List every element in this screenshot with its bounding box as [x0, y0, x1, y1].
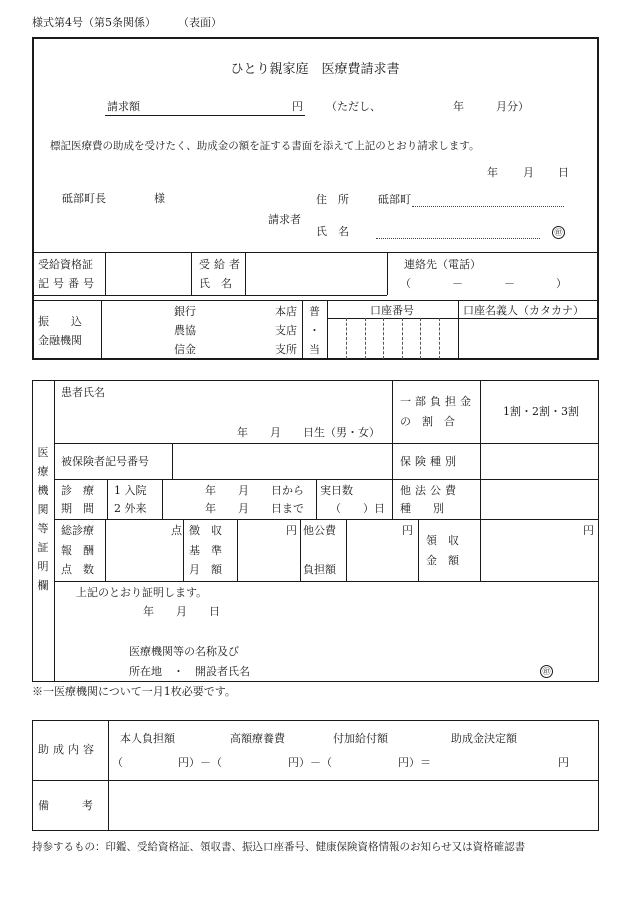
- account-type-current[interactable]: 当: [309, 343, 320, 356]
- divider: [101, 300, 102, 360]
- points-unit: 点: [171, 524, 182, 537]
- other-public-label-2: 種 別: [400, 502, 444, 515]
- decided-label: 助成金決定額: [451, 732, 517, 745]
- total-points-input[interactable]: [106, 539, 182, 579]
- divider: [32, 295, 387, 296]
- address-prefix: 砥部町: [378, 193, 411, 206]
- treatment-label-1: 診 療: [61, 484, 94, 497]
- divider: [327, 300, 328, 360]
- period-from: 年 月 日から: [205, 484, 304, 497]
- digit-divider: [365, 318, 366, 359]
- divider: [32, 300, 599, 301]
- burden-options[interactable]: 1割・2割・3割: [503, 405, 579, 418]
- name-input-line[interactable]: [376, 238, 540, 239]
- medical-side-label: 医 療 機 関 等 証 明 欄: [37, 446, 49, 592]
- other-public-input[interactable]: [481, 480, 598, 518]
- subsidy-label: 助成内容: [38, 743, 98, 756]
- remarks-input[interactable]: [109, 781, 598, 830]
- divider: [183, 519, 184, 581]
- divider: [191, 252, 192, 295]
- partial-burden-label-1: 一部負担金: [400, 395, 475, 408]
- bank-label-2: 金融機関: [38, 334, 82, 347]
- institution-label-2: 所在地 ・ 開設者氏名: [129, 665, 250, 678]
- insured-number-input[interactable]: [173, 444, 391, 478]
- digit-divider: [383, 318, 384, 359]
- collect-label-2: 基 準: [189, 544, 222, 557]
- period-to: 年 月 日まで: [205, 502, 304, 515]
- inpatient-option[interactable]: 1 入院: [114, 484, 147, 497]
- date-month: 月: [523, 166, 534, 179]
- note: ※一医療機関について一月1枚必要です。: [32, 685, 236, 698]
- account-holder-label: 口座名義人（カタカナ）: [463, 304, 584, 317]
- outpatient-option[interactable]: 2 外来: [114, 502, 147, 515]
- period-year: 年: [453, 100, 464, 113]
- account-type-ordinary[interactable]: 普: [309, 305, 320, 318]
- contact-input[interactable]: （ － － ）: [400, 277, 569, 290]
- digit-divider: [439, 318, 440, 359]
- cert-label-1: 受給資格証: [38, 258, 93, 271]
- footer-items: 持参するもの：印鑑、受給資格証、領収書、振込口座番号、健康保険資格情報のお知らせ又は資格確認書: [32, 841, 526, 853]
- remarks-label: 備 考: [38, 799, 93, 812]
- form-side: （表面）: [178, 16, 222, 29]
- branch-type-office[interactable]: 支所: [275, 343, 297, 356]
- insurance-type-label: 保険種別: [400, 455, 460, 468]
- contact-label: 連絡先（電話）: [404, 258, 481, 271]
- high-cost-label: 高額療養費: [230, 732, 285, 745]
- divider: [387, 252, 388, 295]
- institution-input[interactable]: [260, 655, 530, 679]
- collect-yen: 円: [286, 524, 297, 537]
- bank-type-bank[interactable]: 銀行: [174, 305, 196, 318]
- divider: [54, 519, 599, 520]
- divider: [162, 479, 163, 519]
- divider: [392, 479, 393, 519]
- seal-mark: ㊞: [552, 226, 565, 239]
- divider: [237, 519, 238, 581]
- institution-seal-mark: ㊞: [540, 665, 553, 678]
- cert-date: 年 月 日: [143, 605, 220, 618]
- other-burden-label-1: 他公費: [303, 524, 336, 537]
- divider: [107, 479, 108, 519]
- total-fee-label-3: 点 数: [61, 563, 94, 576]
- bank-type-shinkin[interactable]: 信金: [174, 343, 196, 356]
- form-number: 様式第4号（第5条関係）: [32, 16, 156, 29]
- divider: [346, 519, 347, 581]
- date-year: 年: [487, 166, 498, 179]
- divider: [392, 443, 393, 479]
- divider: [54, 380, 55, 682]
- divider: [300, 519, 301, 581]
- amount-label: 請求額: [107, 100, 140, 113]
- divider: [302, 300, 303, 360]
- received-label-2: 金 額: [426, 554, 459, 567]
- other-public-label-1: 他法公費: [400, 484, 460, 497]
- request-statement: 標記医療費の助成を受けたく、助成金の額を証する書面を添えて上記のとおり請求します。: [50, 140, 480, 152]
- recipient-name-input[interactable]: [246, 253, 386, 294]
- partial-burden-label-2: の 割 合: [400, 415, 455, 428]
- other-burden-label-2: 負担額: [303, 563, 336, 576]
- period-month: 月分）: [496, 100, 529, 113]
- digit-divider: [420, 318, 421, 359]
- cert-label-2: 記号番号: [38, 277, 98, 290]
- amount-underline: [105, 115, 305, 116]
- account-type-sep: ・: [309, 324, 320, 337]
- insured-number-label: 被保険者記号番号: [61, 455, 149, 468]
- divider: [54, 581, 599, 582]
- total-fee-label-2: 報 酬: [61, 544, 94, 557]
- other-burden-yen: 円: [402, 524, 413, 537]
- cert-number-input[interactable]: [106, 253, 190, 294]
- received-amount-input[interactable]: [481, 539, 598, 579]
- collect-label-1: 徴 収: [189, 524, 222, 537]
- actual-days-input[interactable]: （ ）日: [330, 502, 385, 515]
- self-burden-label: 本人負担額: [120, 732, 175, 745]
- received-yen: 円: [583, 524, 594, 537]
- claimant-label: 請求者: [268, 213, 301, 226]
- amount-yen: 円: [292, 100, 303, 113]
- certify-text: 上記のとおり証明します。: [76, 586, 208, 599]
- date-day: 日: [558, 166, 569, 179]
- bank-type-ja[interactable]: 農協: [174, 324, 196, 337]
- actual-days-label: 実日数: [320, 484, 353, 497]
- digit-divider: [346, 318, 347, 359]
- period-paren: （ただし、: [326, 100, 381, 113]
- divider: [392, 380, 393, 443]
- divider: [316, 479, 317, 519]
- patient-name-input[interactable]: [120, 386, 380, 416]
- birth-text: 年 月 日生（男・女）: [237, 426, 380, 439]
- collect-label-3: 月 額: [189, 563, 222, 576]
- additional-label: 付加給付額: [333, 732, 388, 745]
- divider: [480, 380, 481, 443]
- treatment-label-2: 期 間: [61, 502, 94, 515]
- address-label: 住 所: [316, 193, 349, 206]
- name-label: 氏 名: [316, 225, 349, 238]
- address-input-line[interactable]: [412, 206, 564, 207]
- received-label-1: 領 収: [426, 534, 459, 547]
- recipient-label-1: 受給者: [199, 258, 244, 271]
- account-number-label: 口座番号: [370, 304, 414, 317]
- branch-type-branch[interactable]: 支店: [275, 324, 297, 337]
- bank-label-1: 振 込: [38, 315, 82, 328]
- divider: [418, 519, 419, 581]
- patient-label: 患者氏名: [61, 386, 105, 399]
- account-holder-input[interactable]: [459, 319, 598, 359]
- digit-divider: [402, 318, 403, 359]
- request-title: ひとり親家庭 医療費請求書: [230, 62, 400, 77]
- subsidy-formula[interactable]: （ 円）－（ 円）－（ 円）＝: [112, 756, 431, 769]
- recipient-label-2: 氏 名: [199, 277, 232, 290]
- institution-label-1: 医療機関等の名称及び: [129, 645, 239, 658]
- branch-type-main[interactable]: 本店: [275, 305, 297, 318]
- total-fee-label-1: 総診療: [61, 524, 94, 537]
- amount-input[interactable]: [221, 100, 301, 114]
- addressee: 砥部町長: [62, 192, 106, 205]
- addressee-sama: 様: [154, 192, 165, 205]
- decided-yen: 円: [558, 756, 569, 769]
- insurance-type-input[interactable]: [481, 444, 598, 478]
